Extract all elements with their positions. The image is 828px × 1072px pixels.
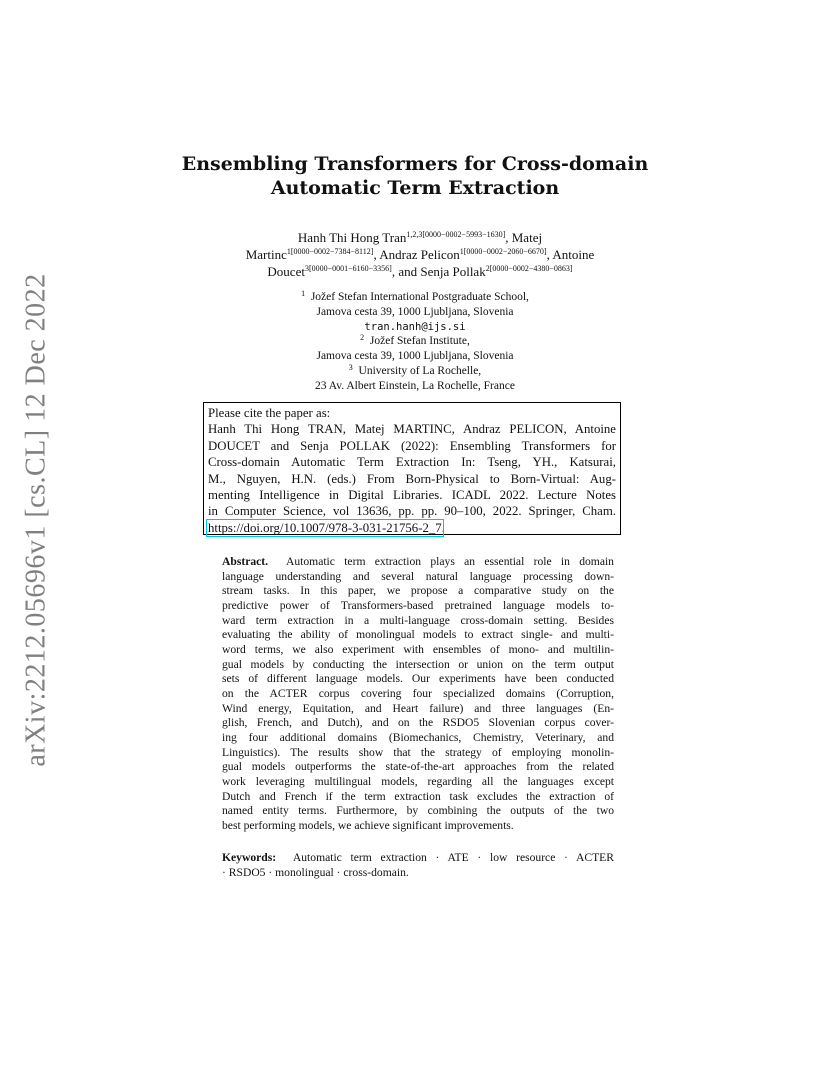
abstract-line: Dutch and French if the term extraction task excludes the extraction of: [222, 789, 614, 803]
affiliation-2-name: Jožef Stefan Institute,: [369, 335, 470, 348]
doi-link[interactable]: https://doi.org/10.1007/978-3-031-21756-2_7: [208, 520, 442, 535]
abstract-line: gual models outperforms the state-of-the-art approaches from the related: [222, 760, 614, 774]
keywords-line-1: [222, 851, 614, 866]
author-2-orcid: 1[0000−0002−7384−8112]: [286, 247, 374, 256]
abstract-line: Linguistics). The results show that the strategy of employing monolin-: [222, 745, 614, 759]
affiliation-1-address: Jamova cesta 39, 1000 Ljubljana, Slovenia: [316, 305, 514, 318]
author-line-3: [180, 263, 660, 280]
abstract-line: best performing models, we achieve significant improvements.: [222, 818, 514, 832]
citation-line: menting Intelligence in Digital Libraries. ICADL 2022. Lecture Notes: [208, 488, 616, 503]
abstract-line: named entity terms. Furthermore, by combining the outputs of the two: [222, 804, 614, 818]
author-1-orcid: 1,2,3[0000−0002−5993−1630]: [406, 230, 506, 239]
author-list: [180, 229, 660, 280]
author-5-orcid: 2[0000−0002−4380−0863]: [485, 264, 573, 273]
abstract-line: word terms, we also experiment with ensembles of mono- and multilin-: [222, 642, 614, 656]
citation-line: M., Nguyen, H.N. (eds.) From Born-Physical to Born-Virtual: Aug-: [208, 471, 616, 486]
author-4-orcid: 3[0000−0001−6160−3356]: [304, 264, 392, 273]
affiliation-3-name: University of La Rochelle,: [358, 364, 482, 377]
author-1-tail: , Matej: [505, 230, 543, 245]
abstract: [222, 555, 614, 833]
abstract-line: ing four additional domains (Biomechanics, Chemistry, Veterinary, and: [222, 730, 614, 744]
contact-email[interactable]: tran.hanh@ijs.si: [364, 320, 466, 333]
affiliation-2-address: Jamova cesta 39, 1000 Ljubljana, Slovenia: [316, 350, 514, 363]
abstract-line: stream tasks. In this paper, we propose a comparative study on the: [222, 584, 614, 598]
author-5-name: , and Senja Pollak: [391, 264, 486, 279]
affiliation-marker-3: 3: [348, 362, 353, 372]
affiliation-3: [230, 364, 600, 379]
citation-line: Please cite the paper as:: [208, 406, 331, 420]
arxiv-id-text: arXiv:2212.05696v1 [cs.CL] 12 Dec 2022: [21, 273, 53, 767]
affiliation-1-name: Jožef Stefan International Postgraduate School,: [310, 291, 529, 303]
abstract-line: predictive power of Transformers-based pretrained language models to-: [222, 598, 614, 612]
author-3-name: , Andraz Pelicon: [373, 247, 460, 262]
abstract-first-line: [222, 555, 614, 570]
title-line-1: Ensembling Transformers for Cross-domain: [181, 153, 649, 175]
abstract-line: on the ACTER corpus covering four specialized domains (Corruption,: [222, 686, 614, 700]
affiliations: [230, 290, 600, 394]
author-line-2: [180, 246, 660, 263]
abstract-line: work leveraging multilingual models, regarding all the languages except: [222, 774, 614, 788]
affiliation-marker-2: 2: [360, 333, 365, 343]
abstract-heading: Abstract.: [222, 555, 269, 568]
citation-doi-line: [208, 520, 616, 536]
affiliation-2: [230, 334, 600, 349]
paper-title: [160, 152, 670, 200]
author-4-name: Doucet: [267, 264, 305, 279]
keywords-list-2: · RSDO5 · monolingual · cross-domain.: [222, 865, 409, 879]
author-1-name: Hanh Thi Hong Tran: [297, 230, 407, 245]
citation-line: Hanh Thi Hong TRAN, Matej MARTINC, Andraz PELICON, Antoine: [208, 422, 616, 437]
keywords-heading: Keywords:: [222, 851, 277, 864]
abstract-line: sets of different language models. Our experiments have been conducted: [222, 672, 614, 686]
affiliation-1: [230, 290, 600, 305]
abstract-line: language understanding and several natural language processing down-: [222, 569, 614, 583]
citation-line: Cross-domain Automatic Term Extraction In: Tseng, YH., Katsurai,: [208, 455, 616, 470]
abstract-line: evaluating the ability of monolingual models to extract single- and multi-: [222, 628, 614, 642]
citation-box: [203, 402, 621, 535]
title-line-2: Automatic Term Extraction: [270, 177, 560, 199]
arxiv-side-identifier: [14, 273, 60, 767]
abstract-line: glish, French, and Dutch), and on the RSDO5 Slovenian corpus cover-: [222, 716, 614, 730]
citation-line: in Computer Science, vol 13636, pp. pp. 90–100, 2022. Springer, Cham.: [208, 504, 616, 519]
keywords-list-1: Automatic term extraction · ATE · low resource · ACTER: [292, 851, 614, 864]
doi-tail: .: [441, 520, 445, 535]
abstract-line: ward term extraction in a multi-language cross-domain setting. Besides: [222, 613, 614, 627]
keywords: [222, 851, 614, 880]
abstract-line: Wind energy, Equitation, and Heart failure) and three languages (En-: [222, 701, 614, 715]
author-3-tail: , Antoine: [546, 247, 595, 262]
abstract-line: Automatic term extraction plays an essential role in domain: [285, 555, 614, 568]
affiliation-3-address: 23 Av. Albert Einstein, La Rochelle, France: [315, 379, 515, 392]
author-2-name: Martinc: [245, 247, 287, 262]
affiliation-marker-1: 1: [301, 289, 306, 298]
author-3-orcid: 1[0000−0002−2060−6670]: [459, 247, 547, 256]
citation-line: DOUCET and Senja POLLAK (2022): Ensembling Transformers for: [208, 438, 616, 453]
author-line-1: [180, 229, 660, 246]
abstract-line: gual models by conducting the intersection or union on the term output: [222, 657, 614, 671]
